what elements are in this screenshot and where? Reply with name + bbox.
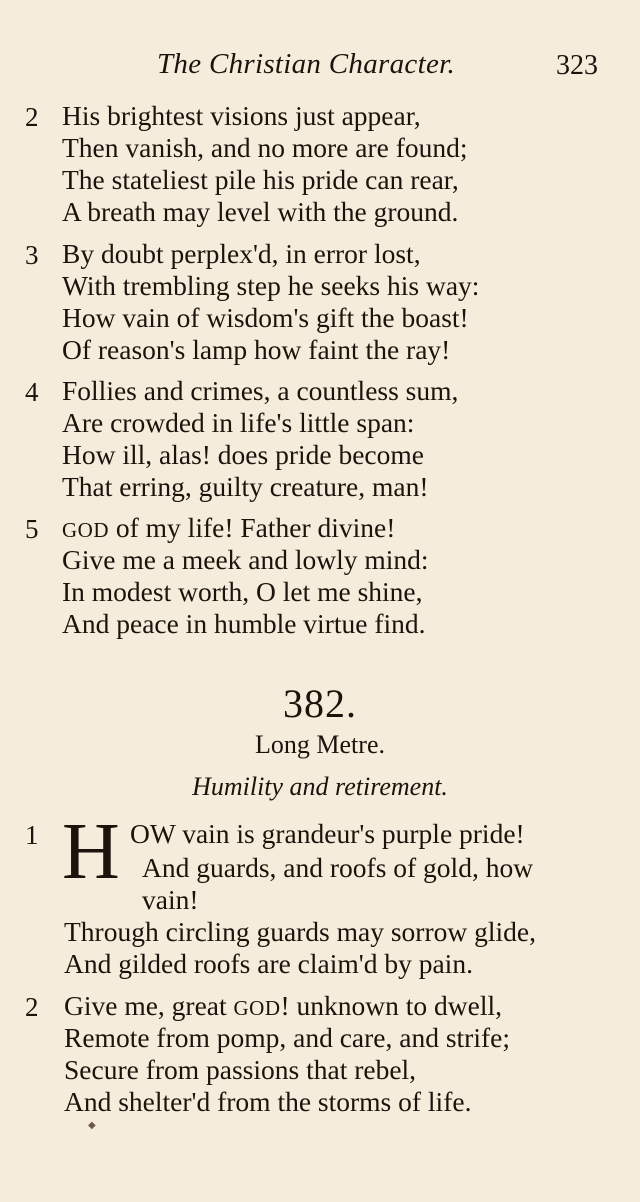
verse-number: 1 bbox=[25, 820, 39, 850]
running-title: The Christian Character. bbox=[157, 48, 456, 80]
verse-line: Of reason's lamp how faint the ray! bbox=[62, 334, 451, 365]
verse-line: Secure from passions that rebel, bbox=[64, 1054, 417, 1085]
verse-line: Are crowded in life's little span: bbox=[62, 407, 415, 438]
hymn-number: 382. bbox=[283, 681, 357, 726]
verse-line: And peace in humble virtue find. bbox=[62, 608, 426, 639]
verse-number: 4 bbox=[25, 377, 39, 407]
hymn-metre: Long Metre. bbox=[255, 730, 385, 759]
verse-line: Through circling guards may sorrow glide, bbox=[64, 916, 536, 947]
verse-line: In modest worth, O let me shine, bbox=[62, 576, 423, 607]
page-number: 323 bbox=[556, 50, 598, 81]
verse-line: Then vanish, and no more are found; bbox=[62, 132, 468, 163]
page-header bbox=[0, 44, 640, 84]
verse-line: By doubt perplex'd, in error lost, bbox=[62, 238, 421, 269]
verse-line: Follies and crimes, a countless sum, bbox=[62, 375, 459, 406]
verse-number: 3 bbox=[25, 240, 39, 270]
verse-number: 2 bbox=[25, 102, 39, 132]
verse-number: 5 bbox=[25, 514, 39, 544]
verse-line: And guards, and roofs of gold, how bbox=[142, 852, 534, 883]
verse-line: The stateliest pile his pride can rear, bbox=[62, 164, 459, 195]
verse-line bbox=[64, 990, 502, 1022]
ink-speck: ◆ bbox=[88, 1120, 96, 1131]
verse-line: And gilded roofs are claim'd by pain. bbox=[64, 948, 473, 979]
verse-line: With trembling step he seeks his way: bbox=[62, 270, 480, 301]
hymn-subject: Humility and retirement. bbox=[192, 772, 448, 801]
verse-line-rest: of my life! Father divine! bbox=[109, 512, 396, 543]
verse-line: His brightest visions just appear, bbox=[62, 100, 421, 131]
small-caps-word: GOD bbox=[62, 518, 109, 542]
verse-line: OW vain is grandeur's purple pride! bbox=[130, 818, 525, 849]
drop-cap: H bbox=[62, 808, 120, 896]
verse-line: Remote from pomp, and care, and strife; bbox=[64, 1022, 510, 1053]
verse-line-post: ! unknown to dwell, bbox=[280, 990, 503, 1021]
verse-line: And shelter'd from the storms of life. bbox=[64, 1086, 472, 1117]
verse-line: vain! bbox=[142, 884, 199, 915]
small-caps-word: GOD bbox=[233, 996, 281, 1020]
verse-line: How vain of wisdom's gift the boast! bbox=[62, 302, 469, 333]
verse-line bbox=[62, 512, 395, 544]
verse-line-pre: Give me, great bbox=[64, 990, 234, 1021]
verse-line: A breath may level with the ground. bbox=[62, 196, 459, 227]
verse-line: How ill, alas! does pride become bbox=[62, 439, 424, 470]
verse-line: That erring, guilty creature, man! bbox=[62, 471, 429, 502]
verse-number: 2 bbox=[25, 992, 39, 1022]
verse-line: Give me a meek and lowly mind: bbox=[62, 544, 429, 575]
